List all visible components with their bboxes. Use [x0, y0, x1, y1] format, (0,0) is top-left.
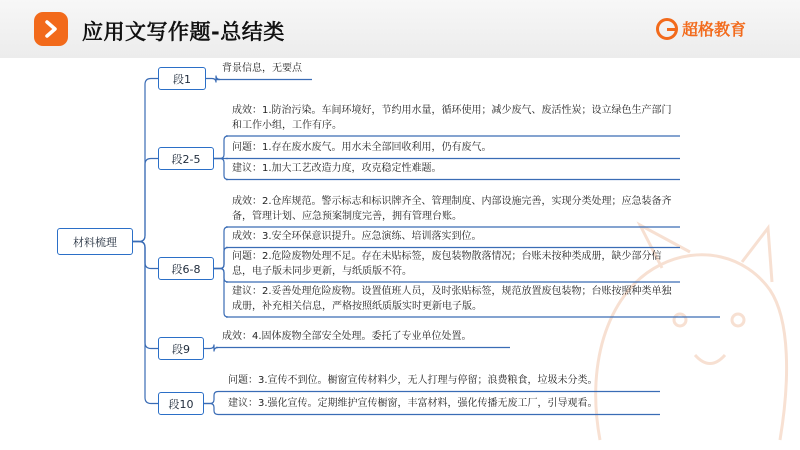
mindmap-leaf-text: 建议：2.妥善处理危险废物。设置值班人员，及时张贴标签，规范放置废包装物；台账按照种类单独成册，补充相关信息，严格按照纸质版实时更新电子版。	[232, 286, 672, 312]
root-branch-connector	[133, 242, 158, 404]
mindmap-leaf-text: 成效：1.防治污染。车间环境好，节约用水量，循环使用；减少废气、废活性炭；设立绿色生产部门和工作小组，工作有序。	[232, 105, 672, 131]
branch-leaf-connector	[214, 248, 228, 269]
mindmap-leaf-text: 成效：2.仓库规范。警示标志和标识牌齐全、管理制度、内部设施完善，实现分类处理；应急装备齐备，管理计划、应急预案制度完善，拥有管理台账。	[232, 196, 672, 222]
mindmap-leaf-text: 问题：1.存在废水废气。用水未全部回收利用，仍有废气。	[232, 142, 492, 153]
mindmap-branch-node: 段9	[158, 337, 204, 360]
mindmap-leaf-text: 建议：1.加大工艺改造力度，攻克稳定性难题。	[232, 163, 442, 174]
page-title: 应用文写作题-总结类	[82, 20, 285, 44]
branch-leaf-connector	[214, 136, 228, 159]
branch-leaf-connector	[204, 345, 218, 352]
brand-name: 超格教育	[682, 20, 747, 39]
mindmap-leaf-text: 问题：2.危险废物处理不足。存在未贴标签，废包装物散落情况；台账未按种类成册，缺少部分信息，电子版未同步更新，与纸质版不符。	[232, 251, 662, 277]
mindmap-branch-node: 段10	[158, 392, 204, 415]
root-branch-connector	[133, 159, 158, 242]
mindmap-leaf-text: 建议：3.强化宣传。定期维护宣传橱窗，丰富材料，强化传播无废工厂，引导观看。	[228, 398, 598, 409]
branch-leaf-connector	[214, 269, 228, 283]
mindmap-branch-node: 段1	[158, 67, 206, 90]
branch-leaf-connector	[206, 76, 220, 83]
mindmap-leaf-text: 问题：3.宣传不到位。橱窗宣传材料少，无人打理与停留；浪费粮食，垃圾未分类。	[228, 375, 598, 386]
mindmap-leaf-text: 背景信息，无要点	[222, 63, 302, 74]
mindmap-branch-node: 段6-8	[158, 257, 214, 280]
mindmap-root-node: 材料梳理	[57, 228, 133, 255]
mindmap-leaf-text: 成效：4.固体废物全部安全处理。委托了专业单位处置。	[222, 331, 472, 342]
branch-leaf-connector	[204, 392, 222, 404]
branch-leaf-connector	[214, 269, 228, 318]
mindmap-branch-node: 段2-5	[158, 147, 214, 170]
branch-leaf-connector	[214, 159, 228, 180]
mindmap-leaf-text: 成效：3.安全环保意识提升。应急演练、培训落实到位。	[232, 231, 482, 242]
branch-leaf-connector	[204, 404, 222, 415]
